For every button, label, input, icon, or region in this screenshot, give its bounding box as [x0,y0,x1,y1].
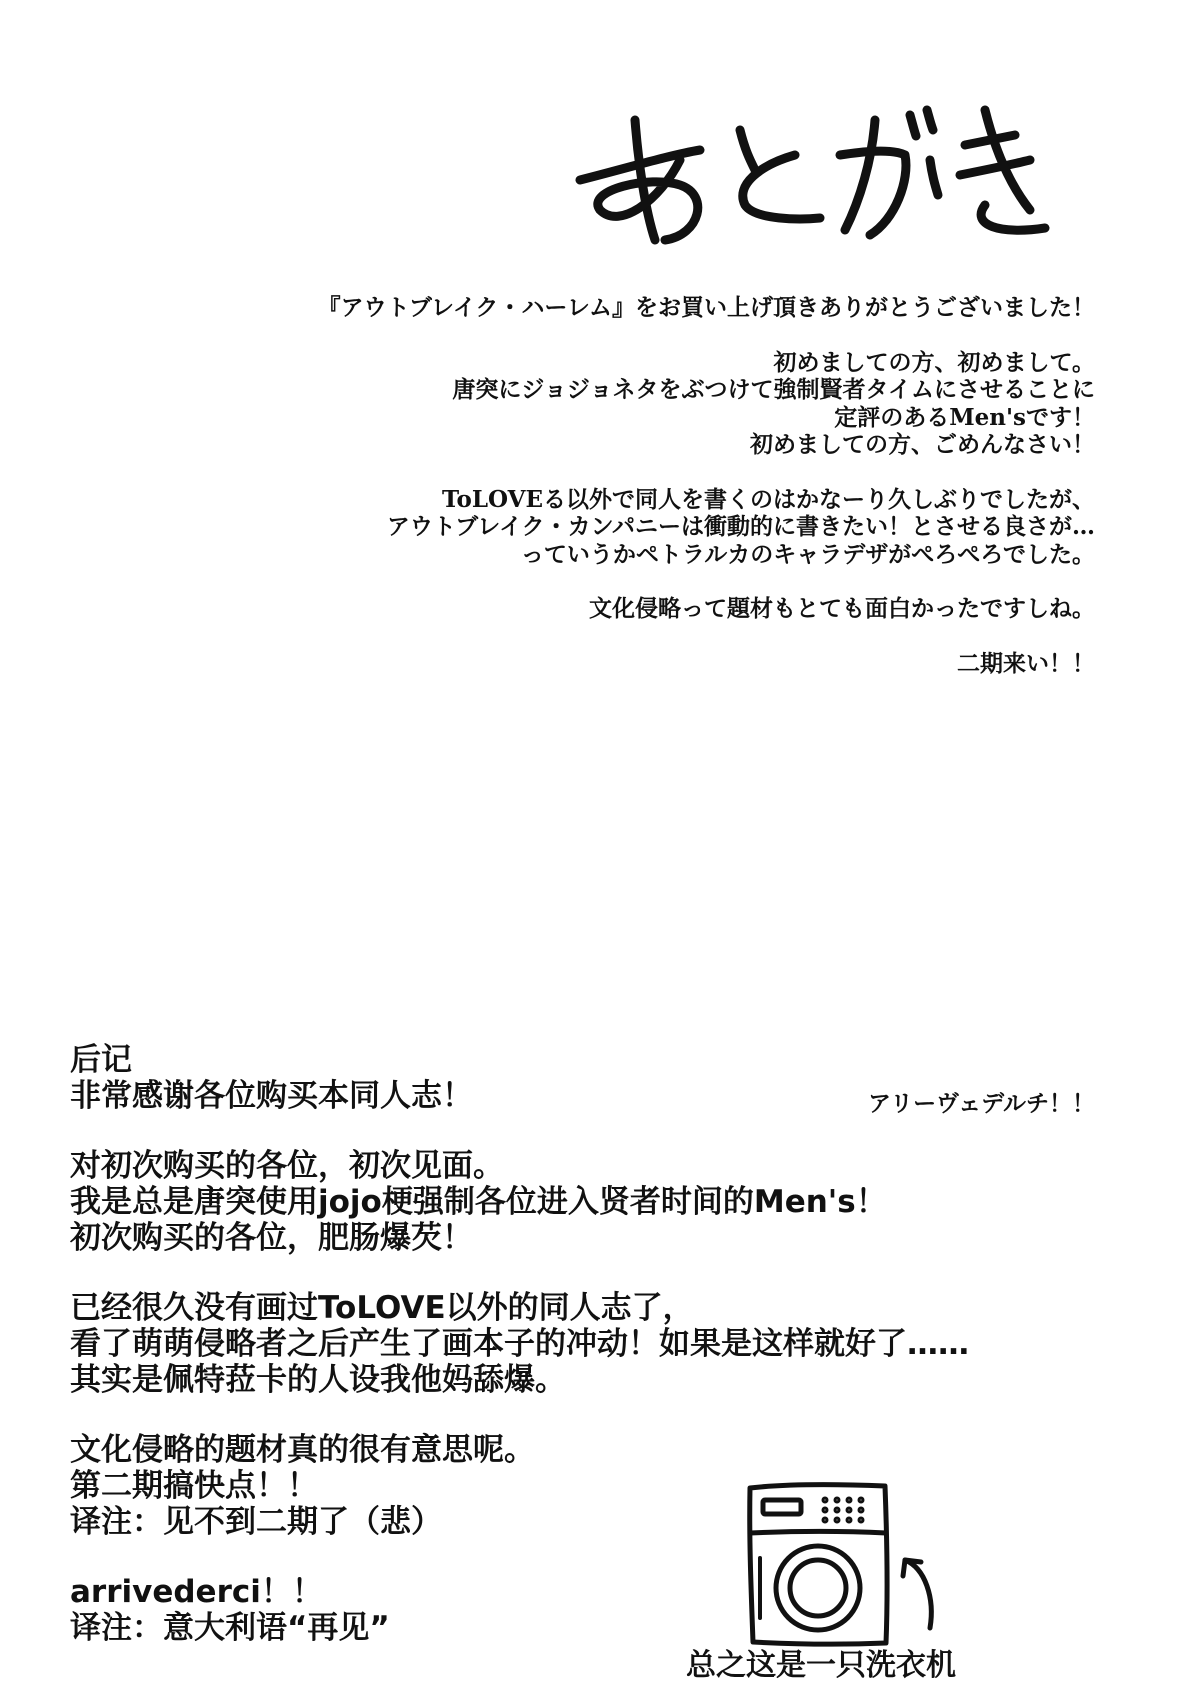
cn-line: 文化侵略的题材真的很有意思呢。 [70,1432,535,1468]
cn-note: 译注：意大利语“再见” [70,1610,390,1646]
washing-machine-icon [745,1478,960,1648]
japanese-afterword [95,294,1095,677]
jp-line: 二期来い！！ [957,649,1095,677]
cn-spacer [70,1398,1070,1432]
cn-line: 看了萌萌侵略者之后产生了画本子的冲动！如果是这样就好了…… [70,1326,969,1362]
cn-line: arrivederci！！ [70,1574,323,1610]
cn-line: 其实是佩特菈卡的人设我他妈舔爆。 [70,1362,566,1398]
cn-note: 译注：见不到二期了（悲） [70,1504,442,1540]
jp-line: 初めましての方、初めまして。 [773,348,1095,376]
jp-line: 唐突にジョジョネタをぶつけて強制賢者タイムにさせることに [452,376,1095,403]
washing-machine-caption: 总之这是一只洗衣机 [686,1648,956,1683]
jp-line: 文化侵略って題材もとても面白かったですしね。 [589,595,1095,622]
afterword-title [560,60,1060,260]
cn-heading: 后记 [70,1042,132,1078]
jp-line: 定評のあるMen'sです！ [834,403,1095,431]
jp-line: 初めましての方、ごめんなさい！ [750,431,1095,458]
cn-spacer [70,1256,1070,1290]
jp-line: っていうかペトラルカのキャラデザがぺろぺろでした。 [520,540,1095,568]
jp-farewell: アリーヴェデルチ！！ [867,1090,1095,1117]
cn-spacer [70,1114,1070,1148]
jp-spacer [95,623,1095,650]
cn-line: 我是总是唐突使用jojo梗强制各位进入贤者时间的Men's！ [70,1184,887,1220]
cn-line: 非常感谢各位购买本同人志！ [70,1078,473,1114]
cn-line: 初次购买的各位，肥肠爆芡！ [70,1220,473,1256]
jp-spacer [95,568,1095,595]
cn-line: 对初次购买的各位，初次见面。 [70,1148,504,1184]
cn-line: 已经很久没有画过ToLOVE以外的同人志了， [70,1290,694,1326]
cn-line: 第二期搞快点！！ [70,1468,318,1504]
jp-line: 『アウトブレイク・ハーレム』をお買い上げ頂きありがとうございました！ [317,294,1095,321]
jp-spacer [95,322,1095,349]
jp-spacer [95,459,1095,486]
jp-line: ToLOVEる以外で同人を書くのはかなーり久しぶりでしたが、 [442,485,1095,513]
jp-line: アウトブレイク・カンパニーは衝動的に書きたい！とさせる良さが… [386,513,1095,540]
